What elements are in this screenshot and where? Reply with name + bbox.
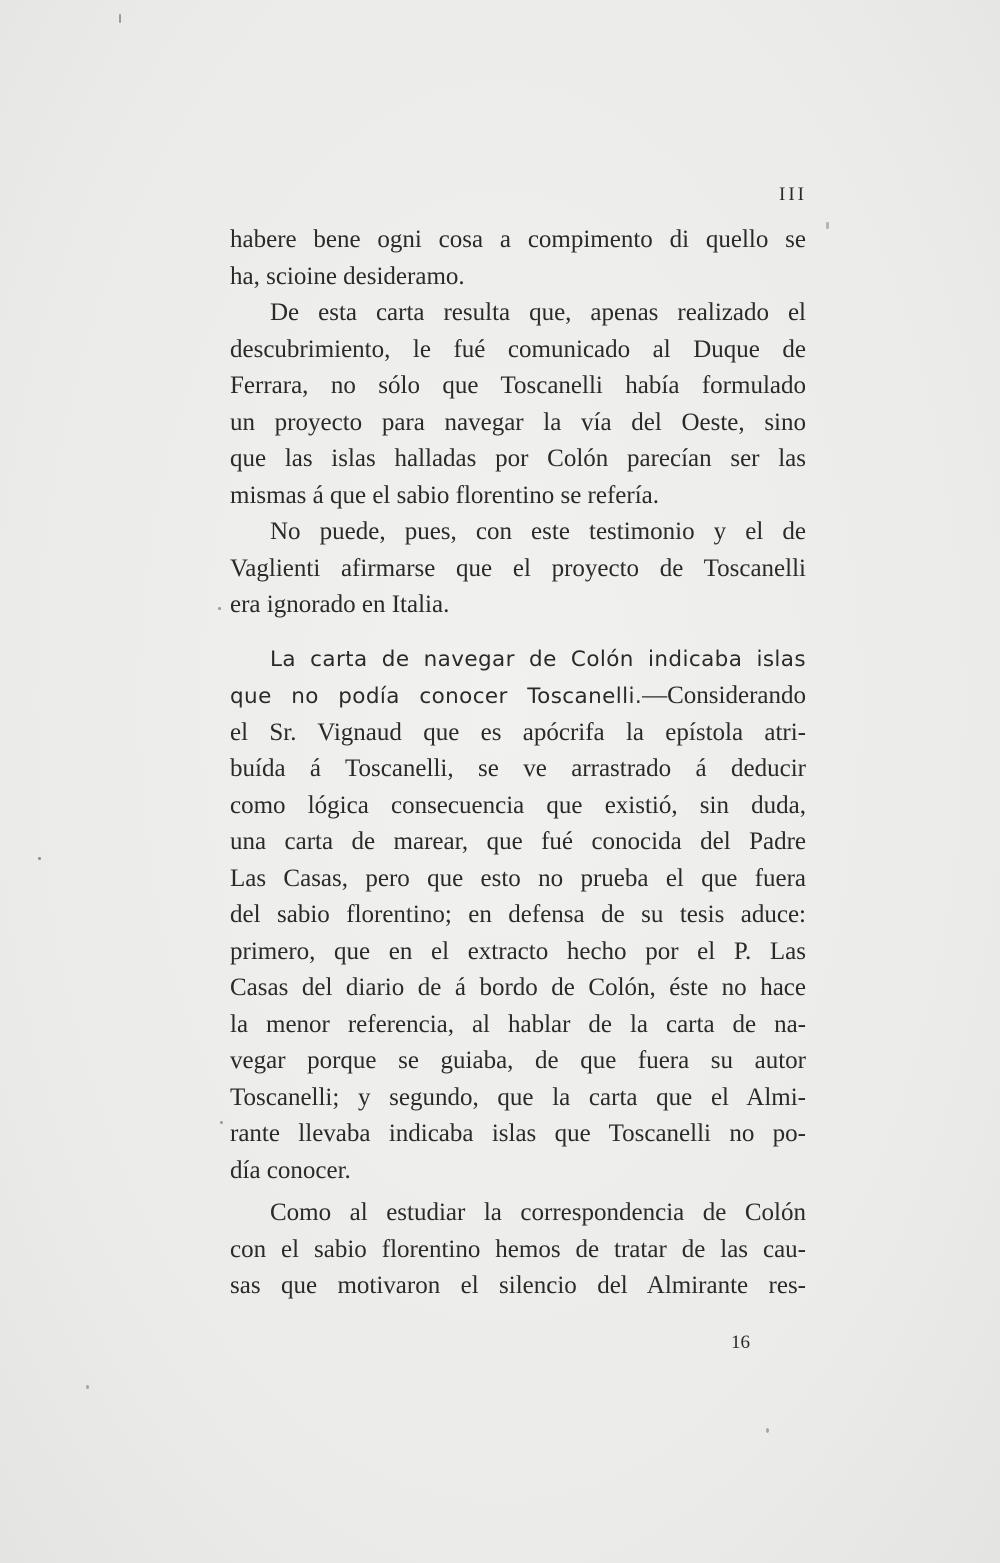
text-line: un proyecto para navegar la vía del Oeste, sino <box>230 408 806 436</box>
text-line: el Sr. Vignaud que es apócrifa la epístola atri- <box>230 718 806 746</box>
text-line: del sabio florentino; en defensa de su tesis aduce: <box>230 901 806 928</box>
paper-speck <box>220 1121 223 1124</box>
section-gap <box>230 624 806 642</box>
paper-speck <box>38 857 41 860</box>
section-heading-continued: que no podía conocer Toscanelli. <box>230 684 643 709</box>
heading-continuation-line <box>230 678 806 715</box>
text-line: Vaglienti afirmarse que el proyecto de Toscanelli <box>230 554 806 582</box>
signature-mark: 16 <box>731 1332 750 1353</box>
text-line: sas que motivaron el silencio del Almirante res- <box>230 1272 806 1299</box>
text-line: rante llevaba indicaba islas que Toscanelli no po- <box>230 1120 806 1147</box>
text-line: Casas del diario de á bordo de Colón, éste no hace <box>230 974 806 1001</box>
paragraph-4 <box>230 642 806 1190</box>
text-line: como lógica consecuencia que existió, sin duda, <box>230 791 806 819</box>
text-line: Toscanelli; y segundo, que la carta que el Almi- <box>230 1083 806 1111</box>
text-run: —Considerando <box>642 682 806 709</box>
text-line: con el sabio florentino hemos de tratar de las cau- <box>230 1235 806 1263</box>
text-line: De esta carta resulta que, apenas realizado el <box>270 299 806 326</box>
paragraph-2 <box>230 295 806 514</box>
paper-speck <box>86 1385 89 1389</box>
paper-speck <box>119 14 121 23</box>
text-line: primero, que en el extracto hecho por el P. Las <box>230 937 806 965</box>
paragraph-1 <box>230 222 806 295</box>
text-line: que las islas halladas por Colón parecían ser las <box>230 445 806 472</box>
text-line: habere bene ogni cosa a compimento di quello se <box>230 226 806 253</box>
body-text <box>230 222 806 1305</box>
text-line: Como al estudiar la correspondencia de Colón <box>270 1199 806 1226</box>
paragraph-3 <box>230 514 806 624</box>
text-line: mismas á que el sabio florentino se refería. <box>230 481 660 509</box>
section-heading: La carta de navegar de Colón indicaba islas <box>270 646 806 672</box>
text-line: Ferrara, no sólo que Toscanelli había formulado <box>230 372 806 399</box>
page-number: III <box>779 184 807 205</box>
text-line: era ignorado en Italia. <box>230 591 450 618</box>
paper-speck <box>218 607 221 610</box>
text-line: No puede, pues, con este testimonio y el de <box>270 518 806 545</box>
text-line: una carta de marear, que fué conocida del Padre <box>230 828 806 855</box>
paragraph-5 <box>230 1195 806 1305</box>
paper-speck <box>826 222 829 229</box>
text-line: día conocer. <box>230 1156 351 1184</box>
text-line: Las Casas, pero que esto no prueba el que fuera <box>230 864 806 892</box>
text-line: la menor referencia, al hablar de la carta de na- <box>230 1010 806 1038</box>
text-line: buída á Toscanelli, se ve arrastrado á deducir <box>230 755 806 782</box>
paper-speck <box>766 1428 769 1433</box>
text-line: descubrimiento, le fué comunicado al Duque de <box>230 335 806 363</box>
text-line: ha, scioine desideramo. <box>230 262 465 290</box>
text-line: vegar porque se guiaba, de que fuera su autor <box>230 1047 806 1074</box>
